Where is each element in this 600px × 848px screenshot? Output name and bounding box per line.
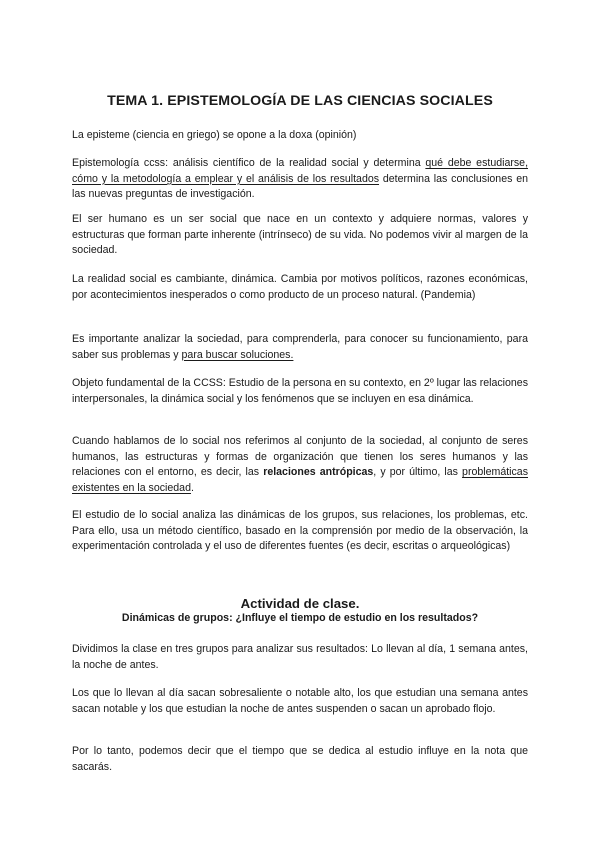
paragraph-text: . [190, 481, 194, 494]
paragraph-text: Cuando hablamos de lo social nos referimos al conjunto de la sociedad, al conjunto de seres humanos, las estructuras y formas de organización que tienen los seres humanos y las relaciones con el entorno, es decir, las [72, 435, 528, 479]
activity-paragraph-conclusion: Por lo tanto, podemos decir que el tiempo que se dedica al estudio influye en la nota que sacarás. [72, 745, 528, 773]
activity-paragraph-grupos: Dividimos la clase en tres grupos para analizar sus resultados: Lo llevan al día, 1 semana antes, la noche de antes. [72, 643, 528, 671]
paragraph-realidad-social: La realidad social es cambiante, dinámica. Cambia por motivos políticos, razones económicas, por acontecimientos inesperados o como producto de un proceso natural. (Pandemia) [72, 273, 528, 301]
paragraph-text: Epistemología ccss: análisis científico de la realidad social y determina [72, 157, 426, 169]
paragraph-epistemologia [72, 156, 528, 203]
paragraph-text: Es importante analizar la sociedad, para comprenderla, para conocer su funcionamiento, para saber sus problemas y [72, 333, 528, 361]
activity-title: Actividad de clase. [240, 596, 360, 611]
bold-text: relaciones antrópicas [263, 466, 374, 479]
paragraph-analizar-sociedad [72, 332, 528, 363]
paragraph-text: determina las conclusiones en las nuevas preguntas de investigación. [72, 172, 528, 201]
paragraph-lo-social [72, 434, 528, 496]
underlined-text: qué debe estudiarse, cómo y la metodología a emplear y el análisis de los resultados [72, 157, 529, 185]
activity-subtitle: Dinámicas de grupos: ¿Influye el tiempo de estudio en los resultados? [121, 612, 479, 624]
paragraph-ser-humano: El ser humano es un ser social que nace en un contexto y adquiere normas, valores y estructuras que forman parte inherente (intrínseco) de su vida. No podemos vivir al margen de la sociedad. [72, 213, 528, 257]
underlined-text: para buscar soluciones. [181, 348, 294, 361]
activity-paragraph-resultados: Los que lo llevan al día sacan sobresaliente o notable alto, los que estudian una semana antes sacan notable y los que estudian la noche de antes suspenden o sacan un aprobado flojo. [72, 687, 528, 715]
paragraph-text: , y por último, las [373, 466, 463, 479]
document-title: TEMA 1. EPISTEMOLOGÍA DE LAS CIENCIAS SOCIALES [107, 93, 493, 109]
paragraph-episteme: La episteme (ciencia en griego) se opone a la doxa (opinión) [72, 129, 357, 141]
underlined-text: problemáticas existentes en la sociedad [72, 466, 528, 494]
paragraph-estudio-social: El estudio de lo social analiza las dinámicas de los grupos, sus relaciones, los problemas, etc. Para ello, usa un método científico, basado en la comprensión por medio de la observación, la experimentación controlada y el uso de diferentes fuentes (es decir, escritas o arqueológicas) [72, 509, 528, 553]
paragraph-objeto-fundamental: Objeto fundamental de la CCSS: Estudio de la persona en su contexto, en 2º lugar las relaciones interpersonales, la dinámica social y los fenómenos que se incluyen en esa dinámica. [72, 377, 528, 405]
